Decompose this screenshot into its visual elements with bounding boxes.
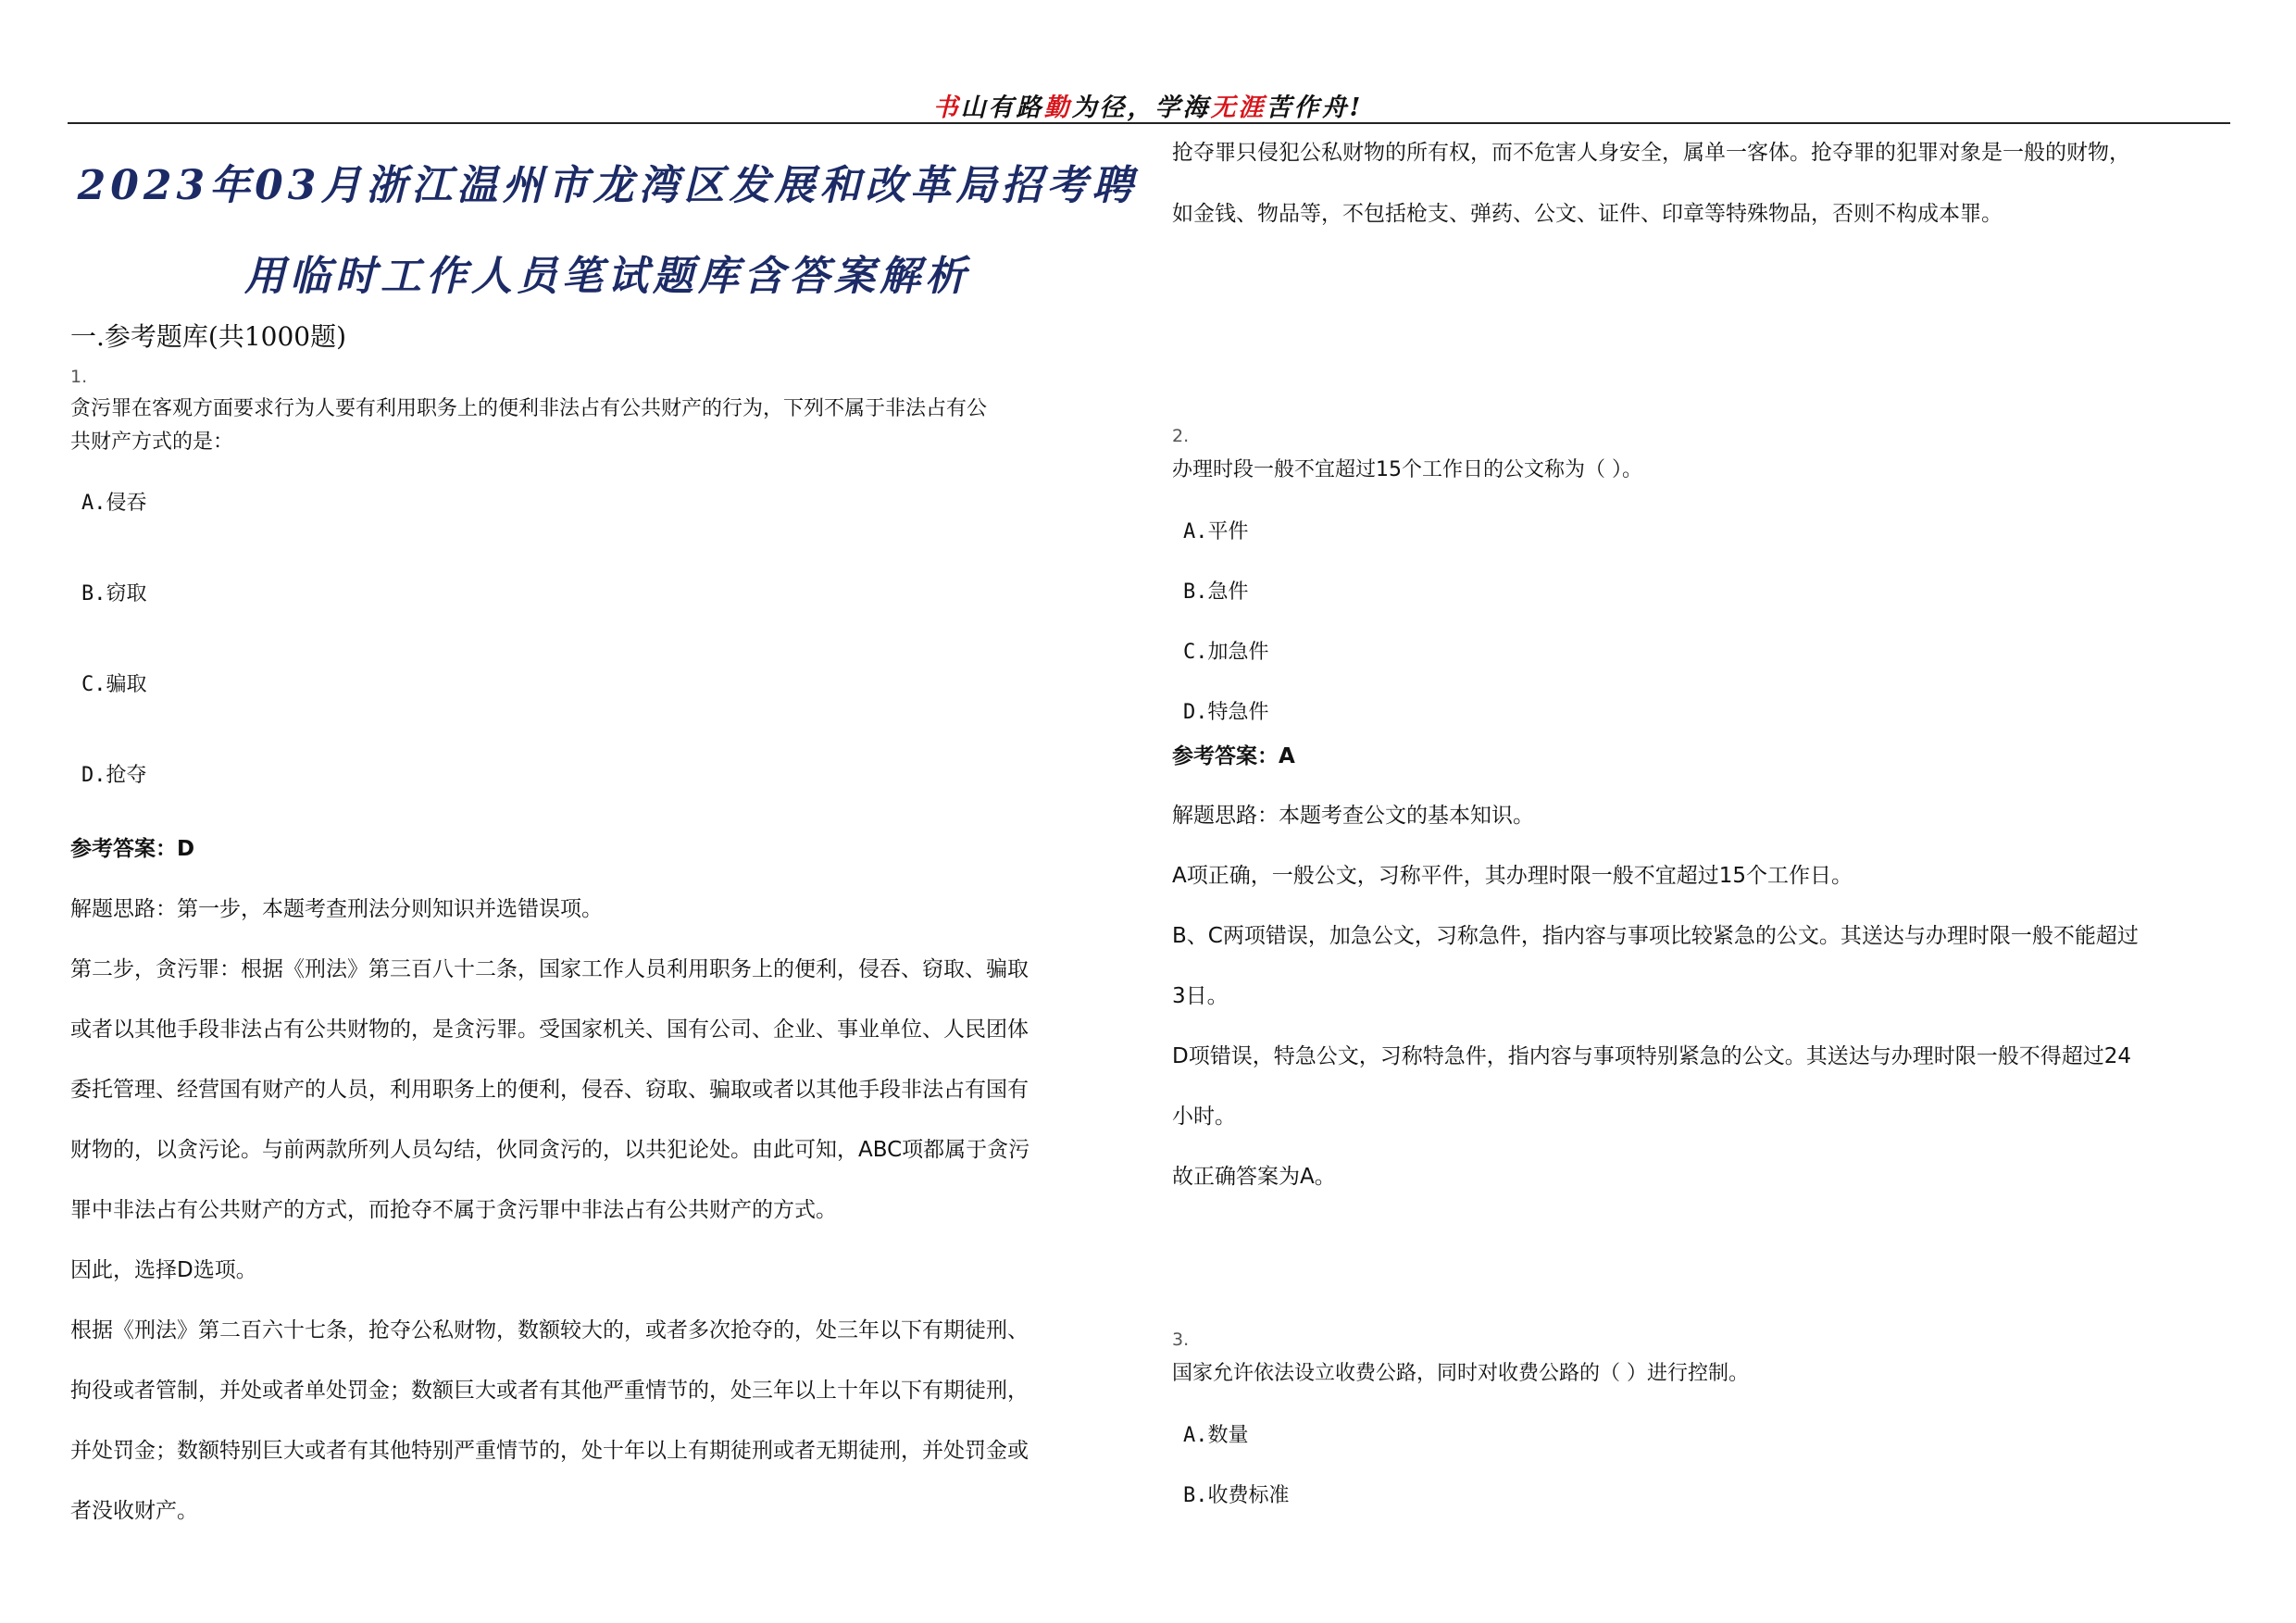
explanation-line: A项正确，一般公文，习称平件，其办理时限一般不宜超过15个工作日。 xyxy=(1172,864,1853,888)
option-b: B.窃取 xyxy=(81,582,147,606)
explanation-line: 解题思路：第一步，本题考查刑法分则知识并选错误项。 xyxy=(70,897,603,921)
explanation-line: 或者以其他手段非法占有公共财物的，是贪污罪。受国家机关、国有公司、企业、事业单位、人民团体 xyxy=(70,1017,1029,1042)
answer-label: 参考答案：D xyxy=(70,837,195,861)
question-stem xyxy=(70,393,1144,459)
explanation-line: 小时。 xyxy=(1172,1105,1236,1129)
explanation-line: 3日。 xyxy=(1172,984,1229,1008)
explanation-line: B、C两项错误，加急公文，习称急件，指内容与事项比较紧急的公文。其送达与办理时限一般不能超过 xyxy=(1172,924,2139,948)
motto-part: 为径，学海 xyxy=(1071,94,1211,122)
question-stem: 办理时段一般不宜超过15个工作日的公文称为（ ）。 xyxy=(1172,458,1642,481)
explanation-line: 者没收财产。 xyxy=(70,1499,198,1523)
option-c: C.加急件 xyxy=(1183,641,1269,664)
question-number: 3. xyxy=(1172,1330,1190,1350)
motto-part: 无涯 xyxy=(1210,94,1267,122)
stem-line: 贪污罪在客观方面要求行为人要有利用职务上的便利非法占有公共财产的行为，下列不属于非法占有公 xyxy=(70,397,988,420)
option-a: A.平件 xyxy=(1183,520,1249,543)
header-motto xyxy=(0,87,2296,123)
option-d: D.特急件 xyxy=(1183,701,1269,724)
option-d: D.抢夺 xyxy=(81,764,147,787)
option-a: A.数量 xyxy=(1183,1424,1249,1447)
explanation-line: 并处罚金；数额特别巨大或者有其他特别严重情节的，处十年以上有期徒刑或者无期徒刑，并处罚金或 xyxy=(70,1439,1029,1463)
explanation-line: 因此，选择D选项。 xyxy=(70,1258,257,1282)
explanation-line: D项错误，特急公文，习称特急件，指内容与事项特别紧急的公文。其送达与办理时限一般不得超过24 xyxy=(1172,1044,2131,1068)
question-stem: 国家允许依法设立收费公路，同时对收费公路的（ ）进行控制。 xyxy=(1172,1362,1749,1385)
option-b: B.急件 xyxy=(1183,581,1249,604)
document-title xyxy=(70,141,1144,322)
stem-line: 共财产方式的是： xyxy=(70,431,234,454)
header-divider xyxy=(68,122,2230,124)
question-number: 2. xyxy=(1172,426,1190,446)
motto-part: 山有路 xyxy=(960,94,1044,122)
section-heading: 一.参考题库(共1000题) xyxy=(70,321,347,352)
explanation-line: 根据《刑法》第二百六十七条，抢夺公私财物，数额较大的，或者多次抢夺的，处三年以下有期徒刑、 xyxy=(70,1318,1029,1342)
explanation-line: 解题思路：本题考查公文的基本知识。 xyxy=(1172,804,1534,828)
explanation-line: 罪中非法占有公共财产的方式，而抢夺不属于贪污罪中非法占有公共财产的方式。 xyxy=(70,1198,837,1222)
title-line-1: 2023年03月浙江温州市龙湾区发展和改革局招考聘 xyxy=(77,162,1138,209)
question-number: 1. xyxy=(70,367,88,387)
explanation-line: 委托管理、经营国有财产的人员，利用职务上的便利，侵吞、窃取、骗取或者以其他手段非法占有国有 xyxy=(70,1078,1029,1102)
option-b: B.收费标准 xyxy=(1183,1484,1290,1507)
motto-part: 勤 xyxy=(1043,94,1072,122)
explanation-line: 拘役或者管制，并处或者单处罚金；数额巨大或者有其他严重情节的，处三年以上十年以下有期徒刑， xyxy=(70,1379,1029,1403)
explanation-line: 故正确答案为A。 xyxy=(1172,1165,1336,1189)
motto-part: 苦作舟! xyxy=(1266,94,1364,122)
explanation-continuation: 抢夺罪只侵犯公私财物的所有权，而不危害人身安全，属单一客体。抢夺罪的犯罪对象是一般的财物， xyxy=(1172,141,2130,165)
title-line-2: 用临时工作人员笔试题库含答案解析 xyxy=(244,253,970,300)
motto-part: 书 xyxy=(932,94,961,122)
answer-label: 参考答案：A xyxy=(1172,744,1295,768)
option-c: C.骗取 xyxy=(81,673,147,696)
explanation-line: 财物的，以贪污论。与前两款所列人员勾结，伙同贪污的，以共犯论处。由此可知，ABC项都属于贪污 xyxy=(70,1138,1030,1162)
option-a: A.侵吞 xyxy=(81,492,147,515)
explanation-continuation: 如金钱、物品等，不包括枪支、弹药、公文、证件、印章等特殊物品，否则不构成本罪。 xyxy=(1172,202,2003,226)
explanation-line: 第二步，贪污罪：根据《刑法》第三百八十二条，国家工作人员利用职务上的便利，侵吞、窃取、骗取 xyxy=(70,957,1029,981)
